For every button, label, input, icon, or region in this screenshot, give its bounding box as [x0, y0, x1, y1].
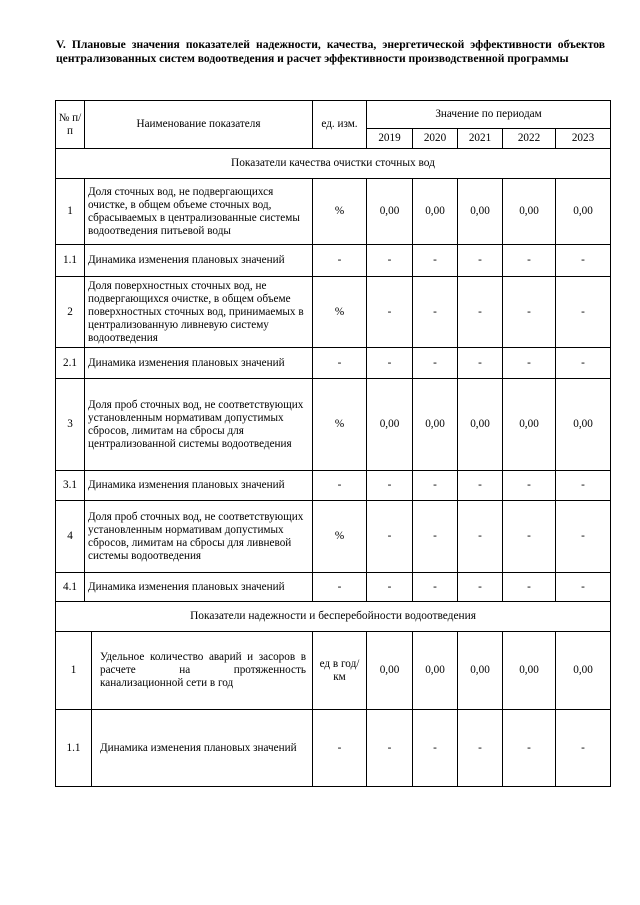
header-num: № п/ п: [56, 101, 85, 149]
row-value: -: [503, 501, 556, 573]
row-value: -: [458, 471, 503, 501]
section-title: Показатели качества очистки сточных вод: [56, 149, 611, 179]
row-value: -: [413, 471, 458, 501]
row-value: -: [367, 573, 413, 602]
row-name: Динамика изменения плановых значений: [85, 348, 313, 379]
row-value: -: [413, 573, 458, 602]
row-value: -: [503, 710, 556, 787]
row-unit: %: [313, 379, 367, 471]
header-year: 2020: [413, 129, 458, 149]
row-unit: %: [313, 501, 367, 573]
row-unit: -: [313, 471, 367, 501]
row-value: -: [367, 348, 413, 379]
row-value: -: [413, 710, 458, 787]
row-value: 0,00: [458, 632, 503, 710]
row-value: 0,00: [367, 632, 413, 710]
row-num: 1.1: [56, 710, 92, 786]
row-name: Динамика изменения плановых значений: [85, 573, 313, 602]
row-value: 0,00: [367, 379, 413, 471]
row-value: 0,00: [556, 379, 611, 471]
row-value: 0,00: [503, 632, 556, 710]
row-num: 1.1: [56, 245, 85, 277]
row-value: 0,00: [413, 379, 458, 471]
row-name: Удельное количество аварий и засоров в расчете на протяженность канализационной сети в год: [100, 651, 306, 689]
row-value: -: [458, 245, 503, 277]
row-value: -: [458, 348, 503, 379]
row-value: 0,00: [556, 632, 611, 710]
header-year: 2019: [367, 129, 413, 149]
row-value: -: [556, 710, 611, 787]
row-unit: %: [313, 179, 367, 245]
row-value: -: [367, 277, 413, 348]
row-unit: %: [313, 277, 367, 348]
row-value: -: [367, 471, 413, 501]
row-num: 2: [56, 277, 85, 348]
row-value: -: [413, 501, 458, 573]
row-value: -: [503, 573, 556, 602]
row-num: 4: [56, 501, 85, 573]
row-value: -: [503, 245, 556, 277]
row-value: 0,00: [413, 179, 458, 245]
row-value: -: [413, 245, 458, 277]
row-value: 0,00: [503, 379, 556, 471]
row-num: 1: [56, 179, 85, 245]
row-num: 4.1: [56, 573, 85, 602]
row-value: 0,00: [458, 379, 503, 471]
row-value: -: [503, 471, 556, 501]
row-name: Доля проб сточных вод, не соответствующих установленным нормативам допустимых сбросов, лимитам на сбросы для ливневой системы водоотведения: [85, 501, 313, 573]
row-value: -: [367, 710, 413, 787]
row-value: -: [367, 245, 413, 277]
document-title: V. Плановые значения показателей надежности, качества, энергетической эффективности объектов централизованных систем водоотведения и расчет эффективности производственной программы: [56, 38, 605, 65]
row-name: Динамика изменения плановых значений: [85, 471, 313, 501]
row-value: 0,00: [503, 179, 556, 245]
row-value: -: [458, 573, 503, 602]
row-unit: -: [313, 245, 367, 277]
row-value: -: [413, 277, 458, 348]
row-value: -: [556, 471, 611, 501]
table-row: [56, 277, 611, 348]
row-num: 2.1: [56, 348, 85, 379]
header-year: 2022: [503, 129, 556, 149]
row-value: -: [413, 348, 458, 379]
row-name: Доля проб сточных вод, не соответствующих установленным нормативам допустимых сбросов, лимитам на сбросы для централизованной системы водоотведения: [85, 379, 313, 471]
row-value: -: [367, 501, 413, 573]
table-row: [56, 471, 611, 501]
section-title: Показатели надежности и бесперебойности водоотведения: [56, 602, 611, 632]
header-periods: Значение по периодам: [367, 101, 611, 129]
row-value: 0,00: [413, 632, 458, 710]
header-unit: ед. изм.: [313, 101, 367, 149]
row-value: -: [458, 710, 503, 787]
row-unit: ед в год/ км: [313, 632, 367, 710]
row-value: 0,00: [556, 179, 611, 245]
row-name: Доля поверхностных сточных вод, не подвергающихся очистке, в общем объеме поверхностных сточных вод, принимаемых в централизованную ливневую систему водоотведения: [85, 277, 313, 348]
table-row: [56, 379, 611, 471]
indicators-table: [55, 100, 611, 787]
row-value: -: [556, 348, 611, 379]
row-value: 0,00: [367, 179, 413, 245]
row-value: -: [556, 501, 611, 573]
header-year: 2021: [458, 129, 503, 149]
row-value: -: [556, 573, 611, 602]
row-name: Доля сточных вод, не подвергающихся очистке, в общем объеме сточных вод, сбрасываемых в централизованные системы водоотведения питьевой воды: [85, 179, 313, 245]
row-unit: -: [313, 348, 367, 379]
row-value: -: [458, 501, 503, 573]
header-year: 2023: [556, 129, 611, 149]
row-unit: -: [313, 573, 367, 602]
row-num: 3.1: [56, 471, 85, 501]
table-row: [56, 501, 611, 573]
row-value: 0,00: [458, 179, 503, 245]
row-value: -: [556, 245, 611, 277]
table-row: [56, 632, 611, 710]
row-num: 1: [56, 632, 92, 709]
table-row: [56, 179, 611, 245]
row-num-name-group: [56, 710, 313, 787]
row-value: -: [458, 277, 503, 348]
table-row: [56, 245, 611, 277]
table-row: [56, 348, 611, 379]
table-row: [56, 710, 611, 787]
row-value: -: [503, 348, 556, 379]
row-name: Динамика изменения плановых значений: [100, 741, 297, 754]
row-value: -: [503, 277, 556, 348]
row-num-name-group: [56, 632, 313, 710]
row-unit: -: [313, 710, 367, 787]
header-name: Наименование показателя: [85, 101, 313, 149]
row-num: 3: [56, 379, 85, 471]
row-name: Динамика изменения плановых значений: [85, 245, 313, 277]
table-row: [56, 573, 611, 602]
row-value: -: [556, 277, 611, 348]
